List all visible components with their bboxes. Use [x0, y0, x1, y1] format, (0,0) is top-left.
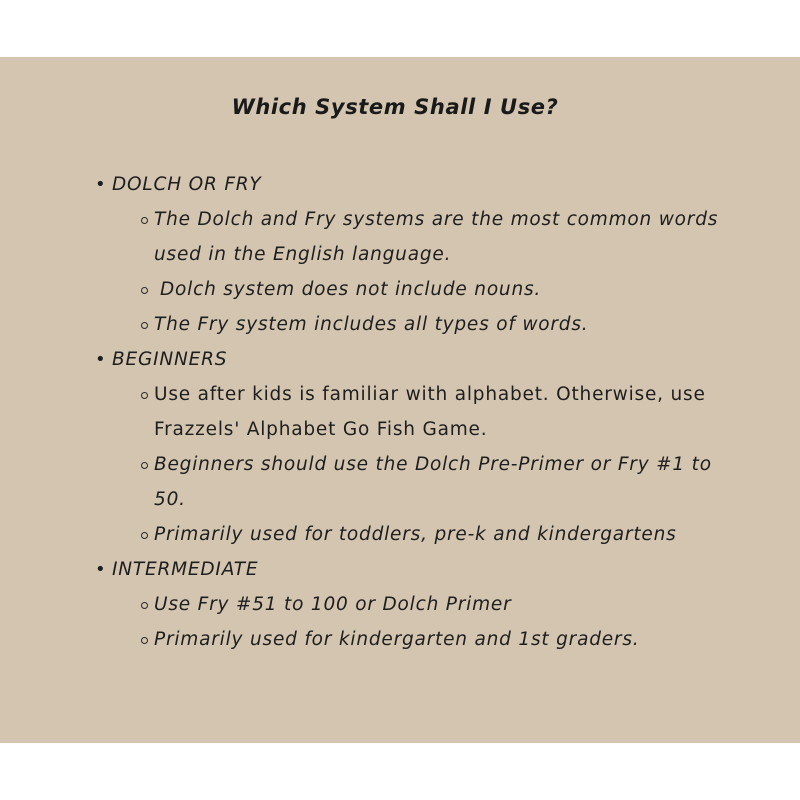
topic-beginners: [112, 342, 732, 552]
topic-list: [112, 167, 732, 657]
sub-list: [112, 202, 732, 342]
topic-label: • INTERMEDIATE: [112, 552, 732, 587]
sub-list: [112, 587, 732, 657]
list-item: Use after kids is familiar with alphabet. Otherwise, use Frazzels' Alphabet Go Fish Game.: [154, 377, 720, 447]
list-item: Use Fry #51 to 100 or Dolch Primer: [154, 587, 720, 622]
list-item: Primarily used for toddlers, pre-k and kindergartens: [154, 517, 720, 552]
topic-intermediate: [112, 552, 732, 657]
list-item: Beginners should use the Dolch Pre-Primer or Fry #1 to 50.: [154, 447, 720, 517]
content-panel: [0, 57, 800, 743]
topic-label: • BEGINNERS: [112, 342, 732, 377]
list-item: The Dolch and Fry systems are the most common words used in the English language.: [154, 202, 720, 272]
page-title: Which System Shall I Use?: [231, 95, 559, 119]
sub-list: [112, 377, 732, 552]
list-item: Primarily used for kindergarten and 1st graders.: [154, 622, 720, 657]
topic-label: • DOLCH OR FRY: [112, 167, 732, 202]
topic-dolch-or-fry: [112, 167, 732, 342]
list-item: Dolch system does not include nouns.: [154, 272, 720, 307]
list-item: The Fry system includes all types of words.: [154, 307, 720, 342]
